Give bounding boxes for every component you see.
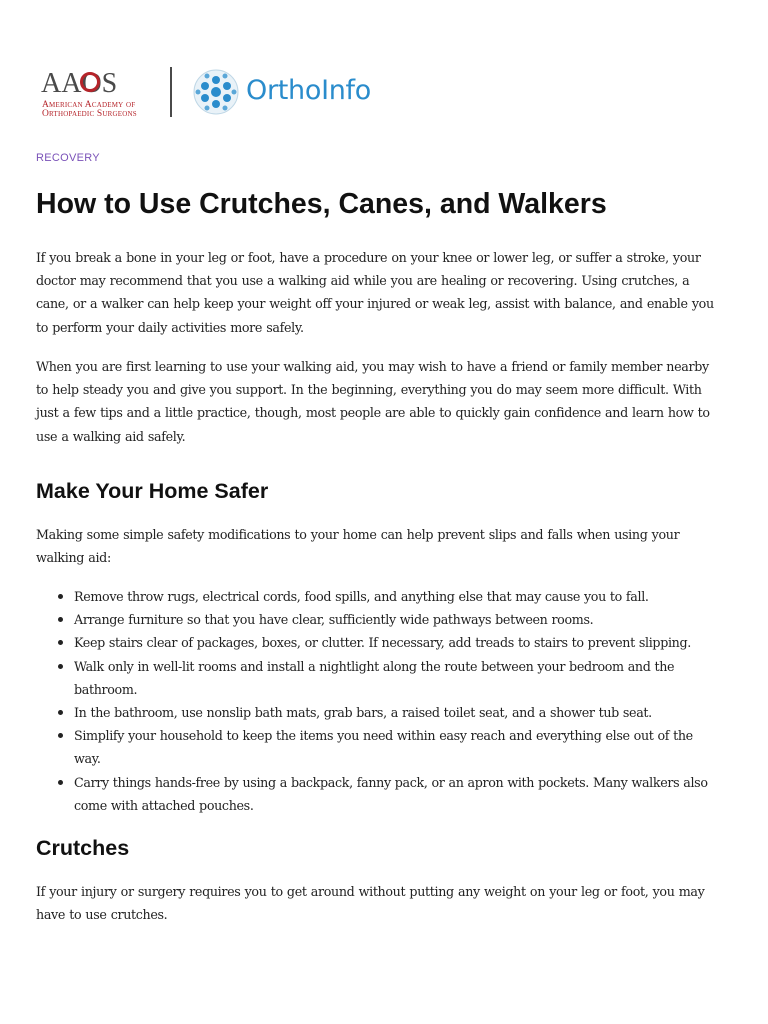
orthoinfo-globe-icon[interactable] [192, 68, 240, 116]
text-line: use a walking aid safely. [36, 428, 186, 444]
text-line: If you break a bone in your leg or foot, have a procedure on your knee or lower leg, or suffer a stroke, your [36, 250, 701, 265]
aaos-logo[interactable] [40, 68, 152, 118]
aaos-logo-mark [40, 68, 152, 98]
text-line: to help steady you and give you support. In the beginning, everything you do may seem more difficult. With [36, 382, 702, 398]
text-line: Making some simple safety modifications to your home can help prevent slips and falls when using your [36, 527, 680, 542]
list-item [74, 631, 738, 654]
article-title: How to Use Crutches, Canes, and Walkers [36, 188, 607, 220]
site-header [40, 64, 400, 120]
aaos-letters: AAOS [41, 68, 118, 98]
section-heading-crutches: Crutches [36, 836, 130, 860]
home-safety-list [74, 585, 738, 817]
list-item [74, 655, 738, 701]
text-line: bathroom. [74, 681, 138, 697]
bullet-icon [58, 664, 63, 669]
crutches-lead-paragraph [36, 880, 736, 926]
list-item [74, 724, 738, 770]
intro-paragraph [36, 355, 736, 448]
text-line: In the bathroom, use nonslip bath mats, grab bars, a raised toilet seat, and a shower tub seat. [74, 705, 652, 721]
text-line: cane, or a walker can help keep your weight off your injured or weak leg, assist with balance, and enable you [36, 296, 714, 312]
bullet-icon [58, 710, 63, 715]
text-line: Walk only in well-lit rooms and install a nightlight along the route between your bedroom and the [74, 658, 675, 674]
bullet-icon [58, 594, 63, 599]
aaos-name-line-2: Orthopaedic Surgeons [42, 109, 137, 119]
bullet-icon [58, 780, 63, 785]
text-line: walking aid: [36, 550, 111, 566]
text-line: Keep stairs clear of packages, boxes, or clutter. If necessary, add treads to stairs to prevent slipping. [74, 635, 691, 651]
list-item [74, 771, 738, 817]
text-line: When you are first learning to use your walking aid, you may wish to have a friend or family member nearby [36, 359, 709, 374]
text-line: just a few tips and a little practice, though, most people are able to quickly gain confidence and learn how to [36, 405, 710, 421]
list-item [74, 701, 738, 724]
text-line: have to use crutches. [36, 907, 168, 923]
text-line: Arrange furniture so that you have clear, sufficiently wide pathways between rooms. [74, 612, 594, 628]
text-line: Simplify your household to keep the items you need within easy reach and everything else out of the [74, 728, 693, 744]
intro-paragraph [36, 246, 736, 339]
aaos-name-line-1: American Academy of [42, 100, 136, 110]
text-line: come with attached pouches. [74, 797, 254, 813]
home-safer-lead-paragraph [36, 523, 736, 569]
bullet-icon [58, 733, 63, 738]
article-category[interactable]: RECOVERY [36, 152, 100, 164]
section-heading-home-safer: Make Your Home Safer [36, 479, 269, 503]
text-line: If your injury or surgery requires you to get around without putting any weight on your leg or foot, you may [36, 884, 705, 899]
text-line: way. [74, 751, 101, 767]
text-line: Remove throw rugs, electrical cords, food spills, and anything else that may cause you to fall. [74, 589, 649, 604]
list-item [74, 585, 738, 608]
text-line: to perform your daily activities more safely. [36, 319, 304, 335]
orthoinfo-wordmark[interactable]: OrthoInfo [246, 75, 371, 106]
text-line: doctor may recommend that you use a walking aid while you are healing or recovering. Using crutches, a [36, 273, 690, 289]
bullet-icon [58, 640, 63, 645]
bullet-icon [58, 617, 63, 622]
logo-divider [170, 67, 172, 117]
list-item [74, 608, 738, 631]
text-line: Carry things hands-free by using a backpack, fanny pack, or an apron with pockets. Many walkers also [74, 774, 708, 790]
